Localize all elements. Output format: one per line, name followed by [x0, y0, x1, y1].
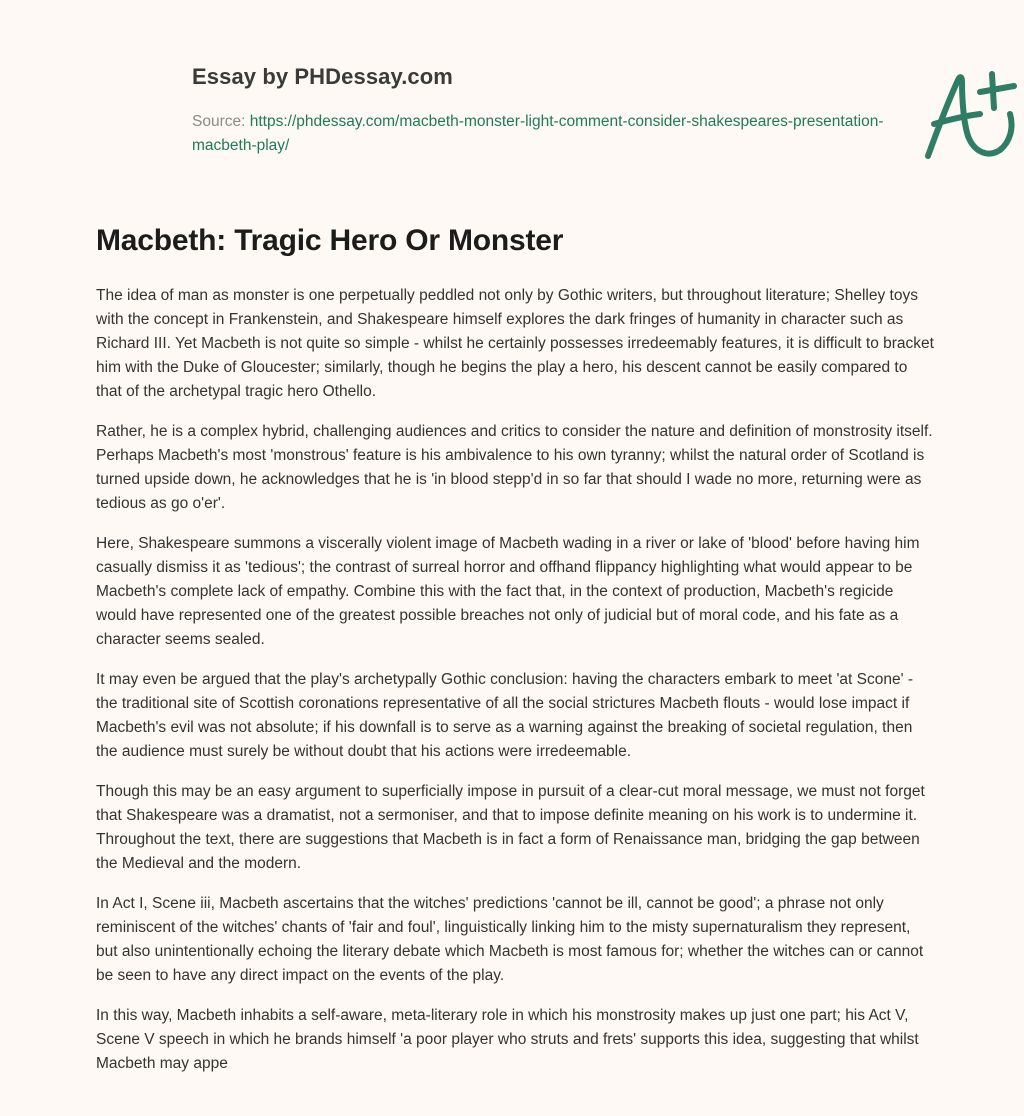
source-label: Source:	[192, 113, 250, 130]
article-title: Macbeth: Tragic Hero Or Monster	[96, 224, 564, 257]
paragraph: The idea of man as monster is one perpetually peddled not only by Gothic writers, but throughout literature; Shelley toys with the concept in Frankenstein, and Shakespeare himself explores the dark fringes of humanity in character such as Richard III. Yet Macbeth is not quite so simple - whilst he certainly possesses irredeemably features, it is difficult to bracket him with the Duke of Gloucester; similarly, though he begins the play a hero, his descent cannot be easily compared to that of the archetypal tragic hero Othello.	[96, 287, 934, 400]
paragraph: Rather, he is a complex hybrid, challenging audiences and critics to consider the nature and definition of monstrosity itself. Perhaps Macbeth's most 'monstrous' feature is his ambivalence to his own tyranny; whilst the natural order of Scotland is turned upside down, he acknowledges that he is 'in blood stepp'd in so far that should I wade no more, returning were as tedious as go o'er'.	[96, 423, 933, 512]
article-body	[96, 284, 936, 1092]
a-plus-grade-icon	[918, 66, 1024, 166]
page-header	[96, 0, 928, 200]
paragraph: Though this may be an easy argument to superficially impose in pursuit of a clear-cut moral message, we must not forget that Shakespeare was a dramatist, not a sermoniser, and that to impose definite meaning on his work is to undermine it. Throughout the text, there are suggestions that Macbeth is in fact a form of Renaissance man, bridging the gap between the Medieval and the modern.	[96, 783, 925, 872]
site-brand: Essay by PHDessay.com	[192, 64, 453, 89]
paragraph: It may even be argued that the play's archetypally Gothic conclusion: having the characters embark to meet 'at Scone' - the traditional site of Scottish coronations representative of all the social strictures Macbeth flouts - would lose impact if Macbeth's evil was not absolute; if his downfall is to serve as a warning against the breaking of societal regulation, then the audience must surely be without doubt that his actions were irredeemable.	[96, 671, 914, 760]
paragraph: In this way, Macbeth inhabits a self-aware, meta-literary role in which his monstrosity makes up just one part; his Act V, Scene V speech in which he brands himself 'a poor player who struts and frets' supports this idea, suggesting that whilst Macbeth may appe	[96, 1007, 919, 1072]
paragraph: In Act I, Scene iii, Macbeth ascertains that the witches' predictions 'cannot be ill, cannot be good'; a phrase not only reminiscent of the witches' chants of 'fair and foul', linguistically linking him to the misty supernaturalism they represent, but also unintentionally echoing the literary debate which Macbeth is most famous for; whether the witches can or cannot be seen to have any direct impact on the events of the play.	[96, 895, 924, 984]
source-link[interactable]: https://phdessay.com/macbeth-monster-light-comment-consider-shakespeares-presentation-macbeth-play/	[192, 113, 884, 154]
paragraph: Here, Shakespeare summons a viscerally violent image of Macbeth wading in a river or lake of 'blood' before having him casually dismiss it as 'tedious'; the contrast of surreal horror and offhand flippancy highlighting what would appear to be Macbeth's complete lack of empathy. Combine this with the fact that, in the context of production, Macbeth's regicide would have represented one of the greatest possible breaches not only of judicial but of moral code, and his fate as a character seems sealed.	[96, 535, 920, 648]
source-line	[192, 110, 892, 158]
